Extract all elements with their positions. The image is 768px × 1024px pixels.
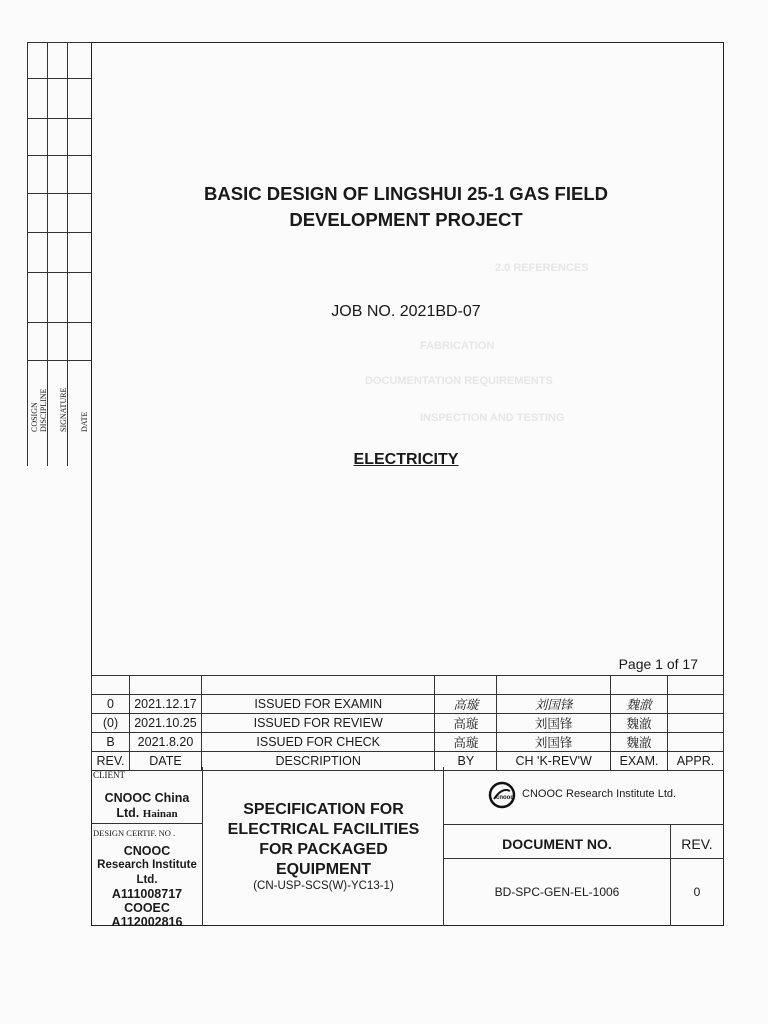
header-rev: REV. [92,752,130,771]
date-cell: 2021.10.25 [129,714,201,733]
spec-title-line4: EQUIPMENT [275,861,372,878]
discipline-heading: ELECTRICITY [353,451,459,468]
header-description: DESCRIPTION [201,752,434,771]
institute-name-line3: Ltd. [136,874,158,886]
spec-title-block [203,767,444,926]
svg-text:cnooc: cnooc [496,795,514,801]
margin-line [27,42,28,466]
document-rev: 0 [693,885,701,899]
header-exam: EXAM. [611,752,668,771]
exam-signature: 魏澈 [611,695,668,714]
header-appr: APPR. [668,752,724,771]
margin-line [27,155,91,156]
by-cell: 高璇 [435,714,497,733]
bleed-through-text: DOCUMENTATION REQUIREMENTS [365,375,553,387]
side-label-signature: SIGNATURE [59,387,68,432]
certificate-number-2: A112002816 [111,915,183,926]
by-cell: 高璇 [435,733,497,752]
appr-cell [668,714,724,733]
margin-line [27,360,91,361]
side-label-discipline: DISCIPLINE [39,388,48,432]
description-cell: ISSUED FOR CHECK [201,733,434,752]
appr-cell [668,733,724,752]
document-no-label: DOCUMENT NO. [502,836,612,852]
check-cell: 刘国锋 [497,733,611,752]
spec-code: (CN-USP-SCS(W)-YC13-1) [253,880,394,892]
table-row [92,714,724,733]
margin-line [27,42,91,43]
revision-table [91,675,724,771]
table-row [92,676,724,695]
client-label: CLIENT [93,770,125,780]
client-block [91,767,203,926]
company-name: CNOOC Research Institute Ltd. [522,788,677,800]
exam-cell: 魏澈 [611,714,668,733]
doc-no-header [444,825,724,859]
table-row [92,695,724,714]
spec-title-line2: ELECTRICAL FACILITIES [227,821,420,838]
spec-title-line3: FOR PACKAGED [259,841,388,858]
company-block [444,767,724,825]
cooec-label: COOEC [124,901,170,915]
margin-line [27,78,91,79]
institute-name: CNOOC [123,844,171,858]
description-cell: ISSUED FOR EXAMIN [201,695,434,714]
doc-no-value [444,859,724,926]
spec-title-line1: SPECIFICATION FOR [243,801,404,818]
client-name: CNOOC China [104,791,190,805]
bleed-through-text: 2.0 REFERENCES [495,262,589,274]
margin-line [27,322,91,323]
margin-line [27,193,91,194]
document-number: BD-SPC-GEN-EL-1006 [494,885,620,899]
appr-cell [668,695,724,714]
exam-cell: 魏澈 [611,733,668,752]
cnooc-logo-icon [488,781,516,809]
page-count: Page 1 of 17 [618,656,698,672]
margin-line [27,118,91,119]
table-row [92,733,724,752]
check-signature: 刘国锋 [497,695,611,714]
company-logo [488,781,516,809]
page-title-line2: DEVELOPMENT PROJECT [289,209,523,230]
margin-line [27,232,91,233]
design-certif-label: DESIGN CERTIF. NO . [93,828,176,838]
header-check: CH 'K-REV'W [497,752,611,771]
side-label-date: DATE [80,411,89,432]
margin-line [27,272,91,273]
header-date: DATE [129,752,201,771]
by-signature: 高璇 [435,695,497,714]
certificate-number: A111008717 [111,887,183,901]
rev-cell: 0 [92,695,130,714]
rev-cell: B [92,733,130,752]
institute-name-line2: Research Institute [97,859,197,871]
check-cell: 刘国锋 [497,714,611,733]
rev-label: REV. [681,836,713,852]
client-location: Ltd. Hainan [116,806,178,820]
page-title-line1: BASIC DESIGN OF LINGSHUI 25-1 GAS FIELD [204,183,608,204]
rev-cell: (0) [92,714,130,733]
side-label-cosign: COSIGN [30,402,39,432]
bleed-through-text: FABRICATION [420,340,495,352]
description-cell: ISSUED FOR REVIEW [201,714,434,733]
job-number: JOB NO. 2021BD-07 [331,303,481,320]
date-cell: 2021.12.17 [129,695,201,714]
bleed-through-text: INSPECTION AND TESTING [420,412,565,424]
date-cell: 2021.8.20 [129,733,201,752]
header-by: BY [435,752,497,771]
